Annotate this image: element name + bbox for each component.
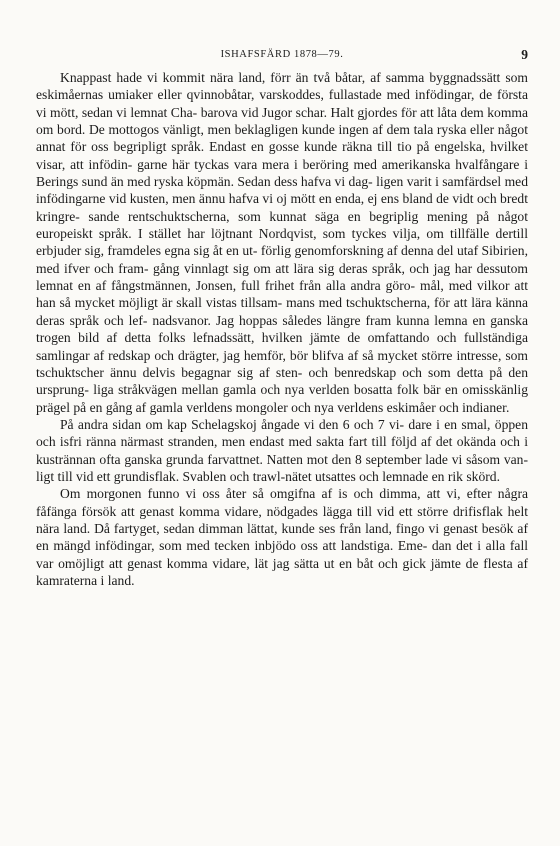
page-header bbox=[36, 47, 528, 65]
paragraph: På andra sidan om kap Schelagskoj ångade vi den 6 och 7 vi- dare i en smal, öppen och isfri ränna närmast stranden, men endast med sakta fart till följd af det okända och i kustrännan ofta ganska grunda farvattnet. Natten mot den 8 september lade vi såsom van- ligt till vid ett grundisflak. Svablen och trawl-nätet utsattes och lemnade en rik skörd. bbox=[36, 416, 528, 484]
page-number: 9 bbox=[521, 47, 528, 62]
paragraph: Om morgonen funno vi oss åter så omgifna af is och dimma, att vi, efter några fåfänga försök att genast komma vidare, nödgades lägga till vid ett större drifisflak helt nära land. Då fartyget, sedan dimman lättat, kunde ses från land, fingo vi genast besök af en mängd infödingar, som med tecken inbjödo oss att landstiga. Eme- dan det i alla fall var omöjligt att genast komma vidare, lät jag sätta ut en båt och gick jämte de flesta af kamraterna i land. bbox=[36, 486, 528, 588]
paragraph: Knappast hade vi kommit nära land, förr än två båtar, af samma byggnadssätt som eskimåernas umiaker eller qvinnobåtar, varskoddes, fullastade med infödingar, de första vi mött, sedan vi lemnat Cha- barova vid Jugor schar. Halt gjordes för att låta dem komma om bord. De mottogos vänligt, men beklagligen kunde ingen af dem tala ryska eller något annat för oss begripligt språk. Endast en gosse kunde räkna till tio på engelska, hvilket visar, att infödin- garne här tyckas vara mera i beröring med amerikanska hvalfångare i Berings sund än med ryska köpmän. Sedan dess hafva vi dag- ligen varit i samfärdsel med infödingarne vid kusten, men ännu hafva vi oj mött en enda, ej ens bland de vidt och bredt kringre- sande rentschuktscherna, som kunnat säga en begriplig mening på något europeiskt språk. I stället har löjtnant Nordqvist, som tyckes vilja, om tillfälle dertill erbjuder sig, framdeles egna sig åt en ut- förlig genomforskning af denna del utaf Sibirien, med ifver och fram- gång vinnlagt sig om att lära sig deras språk, och jag har dessutom lemnat en af fångstmännen, Jonsen, full frihet från alla andra göro- mål, med vilkor att han så mycket möjligt är skall vistas tillsam- mans med tschuktscherna, för att lära känna deras språk och lef- nadsvanor. Jag hoppas således längre fram kunna lemna en ganska trogen bild af detta folks lefnadssätt, hvilken jämte de omfattando och fullständiga samlingar af redskap och drägter, jag hemför, bör blifva af så mycket större intresse, som tschuktscher ännu delvis begagnar sig af sten- och benredskap och som detta på den ursprung- liga stråkvägen mellan gamla och nya verlden bosatta folk bär en omisskänlig prägel på en gång af gamla verldens mongoler och nya verldens eskimåer och indianer. bbox=[36, 70, 528, 415]
running-head: ISHAFSFÄRD 1878—79. bbox=[220, 49, 344, 60]
body-text bbox=[36, 69, 528, 589]
